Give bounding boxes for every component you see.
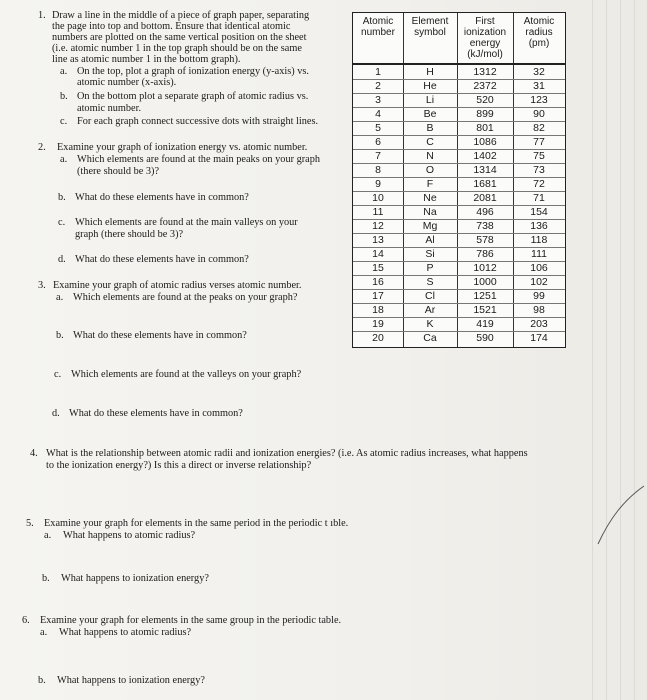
ionization-energy-cell: 2081	[473, 191, 497, 204]
question-4-line: What is the relationship between atomic radii and ionization energies? (i.e. As atomic radius increases, what happens	[46, 448, 528, 459]
question-2c-text: graph (there should be 3)?	[75, 229, 184, 240]
question-6b-text: What happens to ionization energy?	[57, 675, 205, 686]
question-6a-text: What happens to atomic radius?	[59, 627, 192, 638]
element-symbol-cell: O	[425, 163, 435, 176]
atomic-number-cell: 14	[372, 247, 384, 260]
atomic-radius-cell: 99	[533, 289, 545, 302]
question-2d-text: What do these elements have in common?	[75, 254, 249, 265]
question-5b-text: What happens to ionization energy?	[61, 573, 209, 584]
atomic-radius-cell: 154	[530, 205, 548, 218]
question-3b-text: What do these elements have in common?	[73, 330, 247, 341]
ionization-energy-cell: 590	[476, 331, 494, 344]
question-5-text: Examine your graph for elements in the same period in the periodic t ıble.	[44, 518, 349, 529]
atomic-radius-cell: 90	[533, 107, 545, 120]
question-1-line: Draw a line in the middle of a piece of graph paper, separating	[52, 10, 310, 21]
atomic-radius-cell: 136	[530, 219, 548, 232]
ionization-energy-cell: 520	[476, 93, 494, 106]
question-3-text: Examine your graph of atomic radius verses atomic number.	[53, 280, 302, 291]
question-2a-label: a.	[60, 154, 68, 165]
ionization-energy-cell: 496	[476, 205, 494, 218]
atomic-number-cell: 19	[372, 317, 384, 330]
atomic-radius-cell: 71	[533, 191, 545, 204]
element-symbol-cell: F	[426, 177, 434, 190]
question-2d-label: d.	[58, 254, 66, 265]
atomic-number-cell: 9	[375, 177, 381, 190]
atomic-number-cell: 15	[372, 261, 384, 274]
question-1b-text: On the bottom plot a separate graph of atomic radius vs.	[77, 91, 309, 102]
atomic-radius-cell: 31	[533, 79, 545, 92]
graph-paper-line	[606, 0, 607, 700]
question-1-line: numbers are plotted on the same vertical position on the sheet	[52, 32, 307, 43]
element-symbol-cell: Mg	[422, 219, 438, 232]
question-5-number: 5.	[26, 518, 34, 529]
question-4-number: 4.	[30, 448, 38, 459]
question-3d-label: d.	[52, 408, 60, 419]
ionization-energy-cell: 578	[476, 233, 494, 246]
question-2-number: 2.	[38, 142, 46, 153]
question-1a-text: atomic number (x-axis).	[77, 77, 177, 88]
question-6-number: 6.	[22, 615, 30, 626]
atomic-number-cell: 12	[372, 219, 384, 232]
question-2c-label: c.	[58, 217, 66, 228]
question-1c-label: c.	[60, 116, 68, 127]
atomic-number-cell: 1	[375, 65, 381, 78]
question-3a-label: a.	[56, 292, 64, 303]
atomic-number-cell: 5	[375, 121, 381, 134]
atomic-radius-cell: 118	[530, 233, 548, 246]
ionization-energy-cell: 1312	[473, 65, 497, 78]
ionization-energy-cell: 1681	[473, 177, 497, 190]
element-symbol-cell: P	[426, 261, 434, 274]
atomic-number-cell: 2	[375, 79, 381, 92]
atomic-number-cell: 6	[375, 135, 381, 148]
pencil-curve-mark	[596, 478, 646, 548]
ionization-energy-cell: 1012	[473, 261, 497, 274]
element-symbol-cell: He	[423, 79, 437, 92]
header-atomic-number: Atomic number	[361, 16, 395, 38]
element-symbol-cell: K	[426, 317, 434, 330]
question-3c-label: c.	[54, 369, 62, 380]
element-symbol-cell: Ca	[423, 331, 437, 344]
element-symbol-cell: Al	[425, 233, 435, 246]
question-3b-label: b.	[56, 330, 64, 341]
atomic-number-cell: 17	[372, 289, 384, 302]
ionization-energy-cell: 1000	[473, 275, 497, 288]
atomic-radius-cell: 123	[530, 93, 548, 106]
element-symbol-cell: N	[426, 149, 434, 162]
atomic-radius-cell: 73	[533, 163, 545, 176]
atomic-number-cell: 16	[372, 275, 384, 288]
question-2a-text: (there should be 3)?	[77, 166, 160, 177]
element-symbol-cell: S	[426, 275, 434, 288]
element-symbol-cell: C	[426, 135, 434, 148]
ionization-energy-cell: 419	[476, 317, 494, 330]
ionization-energy-cell: 2372	[473, 79, 497, 92]
header-element-symbol: Element symbol	[411, 16, 449, 38]
question-1b-label: b.	[60, 91, 68, 102]
question-2a-text: Which elements are found at the main peaks on your graph	[77, 154, 321, 165]
atomic-radius-cell: 106	[530, 261, 548, 274]
element-symbol-cell: Li	[425, 93, 435, 106]
question-1-line: (i.e. atomic number 1 in the top graph should be on the same	[52, 43, 302, 54]
atomic-number-cell: 8	[375, 163, 381, 176]
atomic-number-cell: 18	[372, 303, 384, 316]
question-2b-text: What do these elements have in common?	[75, 192, 249, 203]
graph-paper-line	[592, 0, 593, 700]
question-1a-text: On the top, plot a graph of ionization energy (y-axis) vs.	[77, 66, 310, 77]
question-5a-text: What happens to atomic radius?	[63, 530, 196, 541]
question-5a-label: a.	[44, 530, 52, 541]
atomic-number-cell: 11	[372, 205, 384, 218]
ionization-energy-cell: 899	[476, 107, 494, 120]
question-6-text: Examine your graph for elements in the same group in the periodic table.	[40, 615, 342, 626]
element-symbol-cell: Be	[423, 107, 437, 120]
question-3a-text: Which elements are found at the peaks on your graph?	[73, 292, 298, 303]
atomic-radius-cell: 174	[530, 331, 548, 344]
question-4-line: to the ionization energy?) Is this a direct or inverse relationship?	[46, 460, 312, 471]
question-3d-text: What do these elements have in common?	[69, 408, 243, 419]
question-5b-label: b.	[42, 573, 50, 584]
ionization-energy-cell: 1402	[473, 149, 497, 162]
question-3-number: 3.	[38, 280, 46, 291]
ionization-energy-cell: 1251	[473, 289, 497, 302]
element-symbol-cell: Na	[423, 205, 437, 218]
question-3c-text: Which elements are found at the valleys on your graph?	[71, 369, 302, 380]
atomic-number-cell: 3	[375, 93, 381, 106]
atomic-radius-cell: 98	[533, 303, 545, 316]
atomic-radius-cell: 75	[533, 149, 545, 162]
header-atomic-radius: Atomic radius (pm)	[523, 16, 555, 49]
question-1b-text: atomic number.	[77, 103, 142, 114]
atomic-number-cell: 13	[372, 233, 384, 246]
question-2-text: Examine your graph of ionization energy vs. atomic number.	[57, 142, 308, 153]
question-1-line: the page into top and bottom. Ensure that identical atomic	[52, 21, 291, 32]
atomic-number-cell: 4	[375, 107, 381, 120]
question-6b-label: b.	[38, 675, 46, 686]
ionization-energy-cell: 1521	[473, 303, 497, 316]
atomic-radius-cell: 77	[533, 135, 545, 148]
element-symbol-cell: Ar	[424, 303, 436, 316]
atomic-radius-cell: 203	[530, 317, 548, 330]
atomic-radius-cell: 72	[533, 177, 545, 190]
question-1-line: line as atomic number 1 in the bottom graph).	[52, 54, 241, 65]
element-symbol-cell: Ne	[423, 191, 437, 204]
atomic-number-cell: 20	[372, 331, 384, 344]
question-1c-text: For each graph connect successive dots with straight lines.	[77, 116, 319, 127]
atomic-radius-cell: 32	[533, 65, 545, 78]
question-1-number: 1.	[38, 10, 46, 21]
element-symbol-cell: Si	[425, 247, 435, 260]
header-ionization-energy: First ionization energy (kJ/mol)	[463, 16, 507, 60]
ionization-energy-cell: 1314	[473, 163, 497, 176]
atomic-number-cell: 7	[375, 149, 381, 162]
ionization-energy-cell: 786	[476, 247, 494, 260]
atomic-number-cell: 10	[372, 191, 384, 204]
element-symbol-cell: B	[426, 121, 434, 134]
atomic-radius-cell: 102	[530, 275, 548, 288]
graph-paper-line	[634, 0, 635, 700]
ionization-energy-cell: 1086	[473, 135, 497, 148]
header-divider	[353, 63, 565, 65]
question-6a-label: a.	[40, 627, 48, 638]
atomic-radius-cell: 111	[531, 247, 547, 260]
element-symbol-cell: Cl	[425, 289, 435, 302]
graph-paper-line	[620, 0, 621, 700]
element-data-table	[352, 12, 566, 348]
question-2b-label: b.	[58, 192, 66, 203]
question-1a-label: a.	[60, 66, 68, 77]
ionization-energy-cell: 738	[476, 219, 494, 232]
ionization-energy-cell: 801	[476, 121, 494, 134]
question-2c-text: Which elements are found at the main valleys on your	[75, 217, 298, 228]
atomic-radius-cell: 82	[533, 121, 545, 134]
element-symbol-cell: H	[426, 65, 434, 78]
